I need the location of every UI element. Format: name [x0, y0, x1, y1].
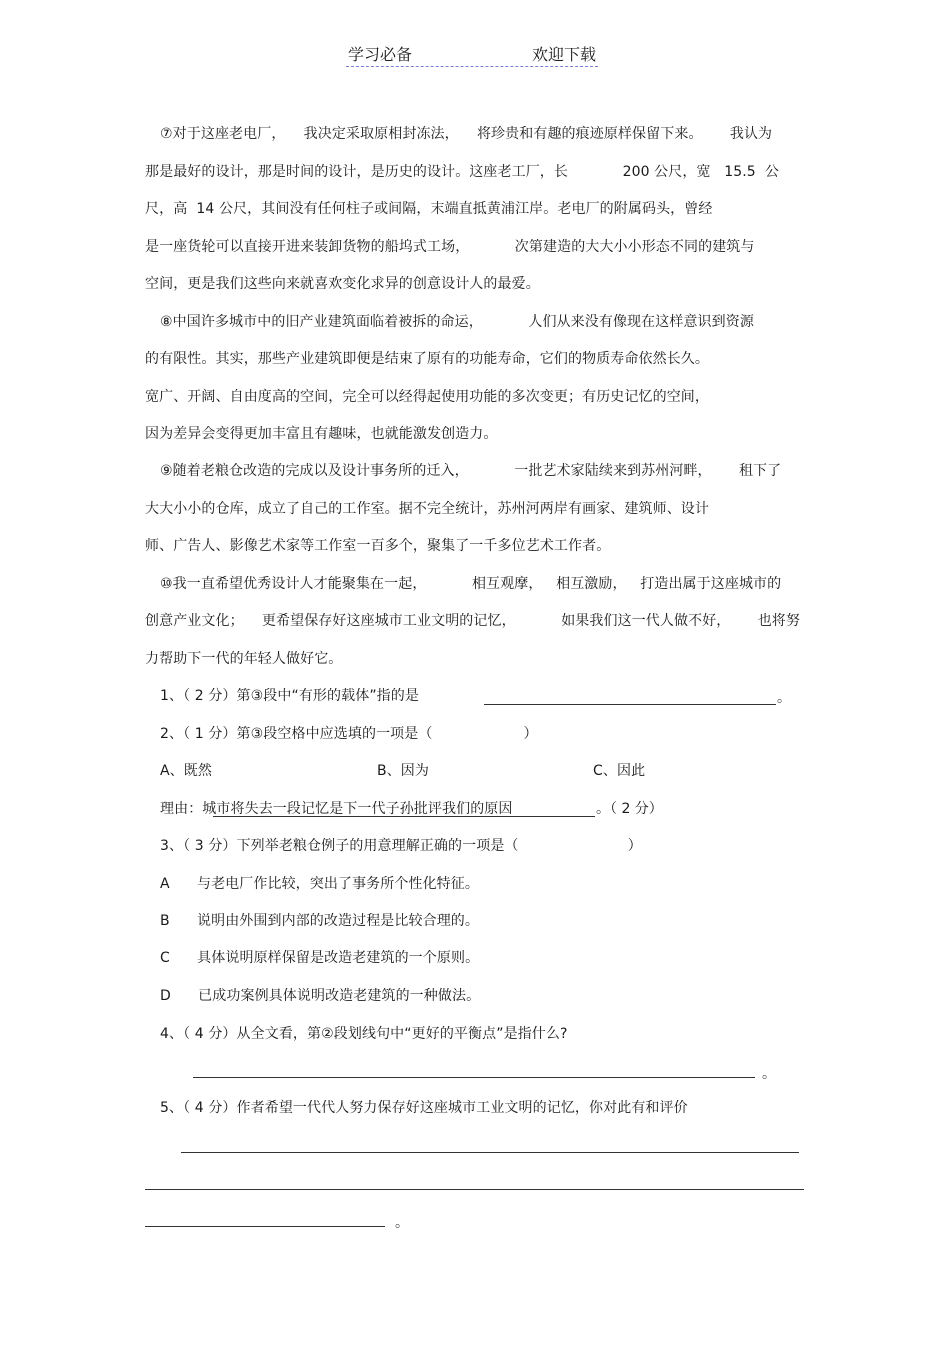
header-left: 学习必备: [348, 45, 413, 64]
paragraph-8-line: ⑧中国许多城市中的旧产业建筑面临着被拆的命运， 人们从来没有像现在这样意识到资源: [160, 314, 754, 330]
paragraph-10-line: 力帮助下一代的年轻人做好它。: [145, 651, 343, 667]
question-3: 3、（ 3 分）下列举老粮仓例子的用意理解正确的一项是（ ）: [160, 838, 642, 854]
paragraph-7-line: 尺，高 14 公尺，其间没有任何柱子或间隔，末端直抵黄浦江岸。老电厂的附属码头，曾经: [145, 201, 713, 217]
answer-blank-q5-line2[interactable]: [145, 1189, 804, 1190]
question-4-end: 。: [762, 1066, 776, 1082]
option-2c: C、因此: [593, 763, 646, 779]
question-2: 2、（ 1 分）第③段空格中应选填的一项是（ ）: [160, 726, 538, 742]
option-3c: C 具体说明原样保留是改造老建筑的一个原则。: [160, 950, 480, 966]
option-3b: B 说明由外围到内部的改造过程是比较合理的。: [160, 913, 480, 929]
paragraph-9-line: ⑨随着老粮仓改造的完成以及设计事务所的迁入， 一批艺术家陆续来到苏州河畔， 租下了: [160, 463, 782, 479]
question-2-reason: 理由：城市将失去一段记忆是下一代子孙批评我们的原因: [160, 801, 513, 817]
paragraph-7-line: 空间，更是我们这些向来就喜欢变化求异的创意设计人的最爱。: [145, 276, 540, 292]
paragraph-7-line: 是一座货轮可以直接开进来装卸货物的船坞式工场， 次第建造的大大小小形态不同的建筑与: [145, 239, 755, 255]
answer-blank-q5-line3[interactable]: [145, 1226, 385, 1227]
answer-blank-q5-line1[interactable]: [181, 1152, 799, 1153]
paragraph-8-line: 因为差异会变得更加丰富且有趣味，也就能激发创造力。: [145, 426, 498, 442]
paragraph-10-line: 创意产业文化； 更希望保存好这座城市工业文明的记忆， 如果我们这一代人做不好， 也将努: [145, 613, 801, 629]
paragraph-7-line: 那是最好的设计，那是时间的设计，是历史的设计。这座老工厂，长 200 公尺，宽 15.5 公: [145, 164, 779, 180]
option-3d: D 已成功案例具体说明改造老建筑的一种做法。: [160, 988, 481, 1004]
option-2a: A、既然: [160, 763, 212, 779]
paragraph-10-line: ⑩我一直希望优秀设计人才能聚集在一起， 相互观摩， 相互激励， 打造出属于这座城市的: [160, 576, 782, 592]
answer-blank-q4[interactable]: [193, 1077, 755, 1078]
question-1-end: 。: [777, 690, 791, 706]
page-header: [346, 40, 598, 67]
answer-blank-q2-reason[interactable]: [213, 816, 595, 817]
question-1: 1、（ 2 分）第③段中“有形的载体”指的是: [160, 688, 419, 704]
paragraph-8-line: 宽广、开阔、自由度高的空间，完全可以经得起使用功能的多次变更；有历史记忆的空间，: [145, 389, 709, 405]
option-3a: A 与老电厂作比较，突出了事务所个性化特征。: [160, 876, 479, 892]
question-4: 4、（ 4 分）从全文看，第②段划线句中“更好的平衡点”是指什么?: [160, 1026, 568, 1042]
answer-blank-q1[interactable]: [484, 704, 776, 705]
question-5: 5、（ 4 分）作者希望一代代人努力保存好这座城市工业文明的记忆，你对此有和评价: [160, 1100, 688, 1116]
question-5-end: 。: [395, 1215, 409, 1231]
paragraph-7-line: ⑦对于这座老电厂， 我决定采取原相封冻法， 将珍贵和有趣的痕迹原样保留下来。 我认为: [160, 126, 773, 142]
question-2-reason-end: 。（ 2 分）: [596, 801, 663, 817]
paragraph-8-line: 的有限性。其实，那些产业建筑即便是结束了原有的功能寿命，它们的物质寿命依然长久。: [145, 351, 709, 367]
header-right: 欢迎下载: [531, 45, 596, 64]
paragraph-9-line: 师、广告人、影像艺术家等工作室一百多个，聚集了一千多位艺术工作者。: [145, 538, 611, 554]
option-2b: B、因为: [377, 763, 430, 779]
paragraph-9-line: 大大小小的仓库，成立了自己的工作室。据不完全统计，苏州河两岸有画家、建筑师、设计: [145, 501, 709, 517]
